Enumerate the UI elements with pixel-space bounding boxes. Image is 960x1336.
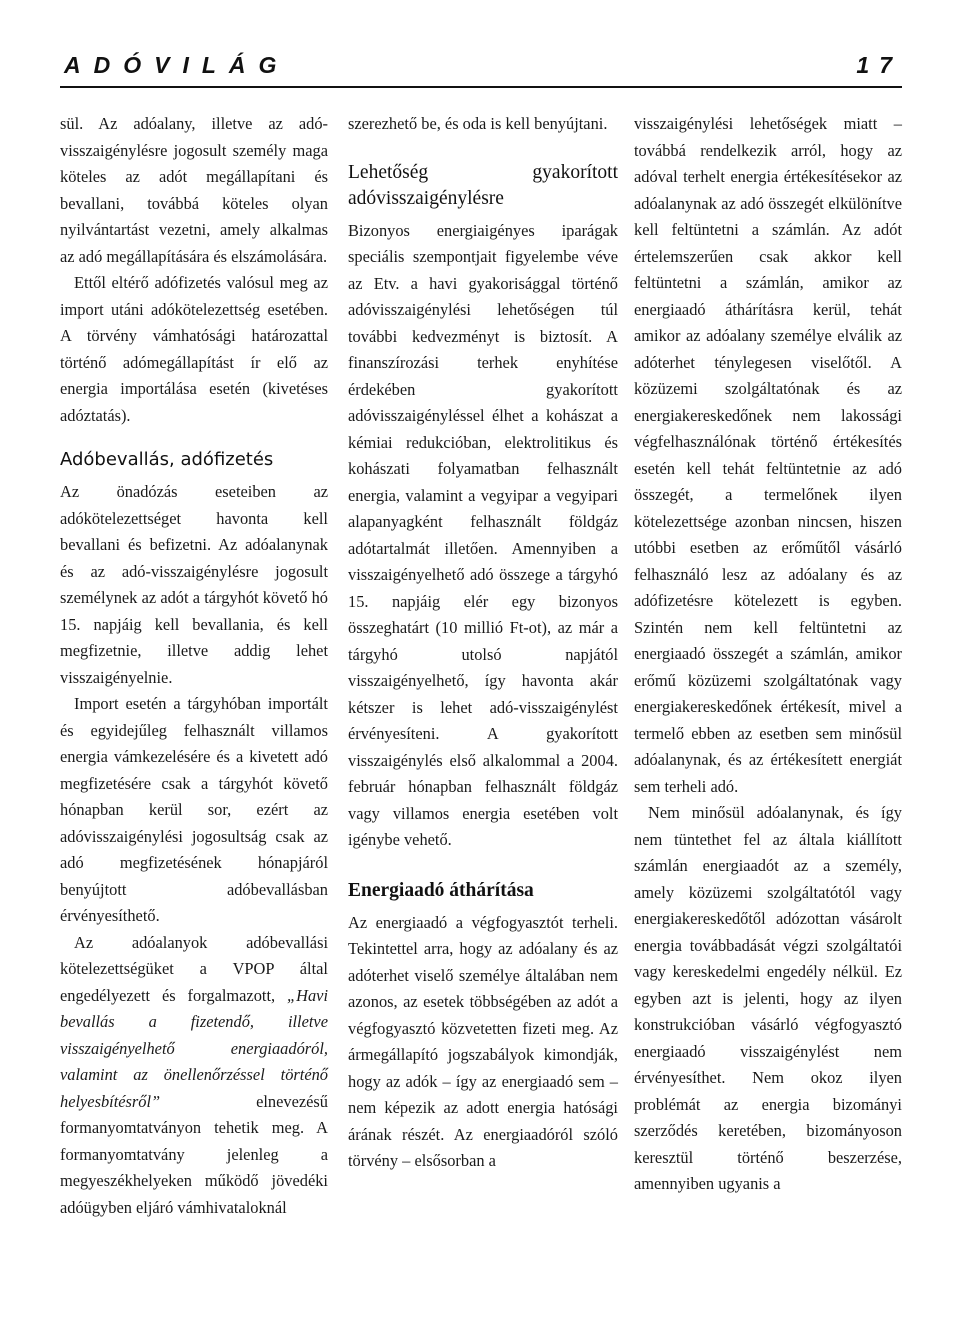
paragraph: Nem minősül adóalanynak, és így nem tüntethet fel az általa kiállított számlán energiaadót az a személy, amely közüzemi szolgáltatótól vagy energiakereskedőtől adózottan vásárolt energia továbbadását végzi szolgáltatói vagy kereskedelmi engedély nélkül. Ez egyben azt is jelenti, hogy az ilyen konstrukcióban vásárló végfogyasztó energiaadó visszaigénylést nem érvényesíthet. Nem okoz ilyen problémát az energia bizományi szerződés keretében, bizományoson keresztül történő beszerzése, amennyiben ugyanis a xyxy=(634,803,902,1193)
paragraph: Import esetén a tárgyhóban importált és egyidejűleg felhasznált villamos energia vámkezelésére és a kivetett adó megfizetésére csak a tárgyhót követő hónapban kerül sor, ezért az adóvisszaigénylési jogosultság csak az adó megfizetésének hónapjáról benyújtott adóbevallásban érvényesíthető. xyxy=(60,694,328,925)
section-heading: Energiaadó áthárítása xyxy=(348,879,534,901)
page-header xyxy=(60,52,902,88)
paragraph: Bizonyos energiaigényes iparágak speciális szempontjait figyelembe véve az Etv. a havi gyakorisággal történő adóvisszaigénylési lehetőségen túl további kedvezményt is biztosít. A finanszírozási terhek enyhítése érdekében gyakorított adóvisszaigényléssel élhet a kohászat a kémiai redukcióban, elektrolitikus és kohászati folyamatban felhasznált energia, valamint a vegyipar a vegyipari alapanyagként felhasznált földgáz adótartalmát illetően. Amennyiben a visszaigényelhető adó összege a tárgyhó 15. napjáig elér egy bizonyos összeghatárt (10 millió Ft-ot), az már a tárgyhó utolsó napjától visszaigényelhető, így havonta akár kétszer is lehet adó-visszaigénylést érvényesíteni. A gyakorított visszaigénylés első alkalommal a 2004. február hónapban felhasznált földgáz vagy villamos energia esetében volt igénybe vehető. xyxy=(348,220,618,849)
column-2 xyxy=(348,111,618,1175)
paragraph: Az önadózás eseteiben az adókötelezettséget havonta kell bevallani és befizetni. Az adóalanynak és az adó-visszaigénylésre jogosult személynek az adót a tárgyhót követő hó 15. napjáig kell bevallania, és kell megfizetnie, illetve addig lehet visszaigényelnie. xyxy=(60,482,328,687)
paragraph-text: Az adóalanyok adóbevallási kötelezettségüket a VPOP által engedélyezett és forgalmazott, xyxy=(60,932,328,1005)
paragraph: szerezhető be, és oda is kell benyújtani. xyxy=(348,114,608,133)
column-3 xyxy=(634,111,902,1198)
paragraph: visszaigénylési lehetőségek miatt – továbbá rendelkezik arról, hogy az adóval terhelt energia értékesítésekor az adóalanynak az adó összegét elkülönítve kell feltüntetni a számlán. Az adót értelemszerűen csak akkor kell feltüntetni a számlán, amikor az energiaadó áthárításra kerül, tehát amikor az adóalany személye elválik az adóterhet ténylegesen viselőtől. A közüzemi szolgáltatónak és az energiakereskedőnek nem lakossági végfelhasználónak történő értékesítés esetén kell tehát feltüntetnie az adó összegét, a termelőnek ilyen kötelezettsége azonban nincsen, hiszen utóbbi esetben az erőműtől vásárló felhasználó lesz az adóalany és az adófizetésre kötelezett is egyben. Szintén nem kell feltüntetni az energiaadó összegét a számlán, amikor erőmű közüzemi szolgáltatónak vagy energiakereskedőnek értékesít, mivel a termelő ebben az esetben sem minősül adóalanynak, és az értékesített energiát sem terheli adó. xyxy=(634,114,902,796)
section-heading: Adóbevallás, adófizetés xyxy=(60,449,274,470)
column-1 xyxy=(60,111,328,1221)
paragraph-text: elnevezésű formanyomtatványon tehetik meg. A formanyomtatvány jelenleg a megyeszékhelyeken működő jövedéki adóügyben eljáró vámhivataloknál xyxy=(60,1091,328,1217)
paragraph: sül. Az adóalany, illetve az adó-visszaigénylésre jogosult személy maga köteles az adót megállapítani és bevallani, továbbá köteles olyan nyilvántartást vezetni, amely alkalmas az adó megállapítására és elszámolására. xyxy=(60,114,328,266)
paragraph: Ettől eltérő adófizetés valósul meg az import utáni adókötelezettség esetében. A törvény vámhatósági határozattal történő adómegállapítást ír elő az energia importálása esetén (kivetéses adóztatás). xyxy=(60,273,328,425)
page-number: 17 xyxy=(856,52,902,78)
form-title-italic: „Havi bevallás a fizetendő, illetve visszaigényelhető energiaadóról, valamint az önellenőrzéssel történő helyesbítésről” xyxy=(60,985,328,1111)
paragraph: Az energiaadó a végfogyasztót terheli. Tekintettel arra, hogy az adóalany és az adóterhet viselő személye általában nem azonos, az esetek többségében az adót a végfogyasztó közvetetten fizeti meg. Az ármegállapító jogszabályok kimondják, hogy az adók – így az energiaadó sem – nem képezik az adott energia hatósági árának részét. Az energiaadóról szóló törvény – elsősorban a xyxy=(348,912,618,1170)
paragraph xyxy=(60,930,328,1222)
section-heading: Lehetőség gyakorított adóvisszaigénylésre xyxy=(348,161,618,209)
magazine-title: ADÓVILÁG xyxy=(64,52,290,78)
